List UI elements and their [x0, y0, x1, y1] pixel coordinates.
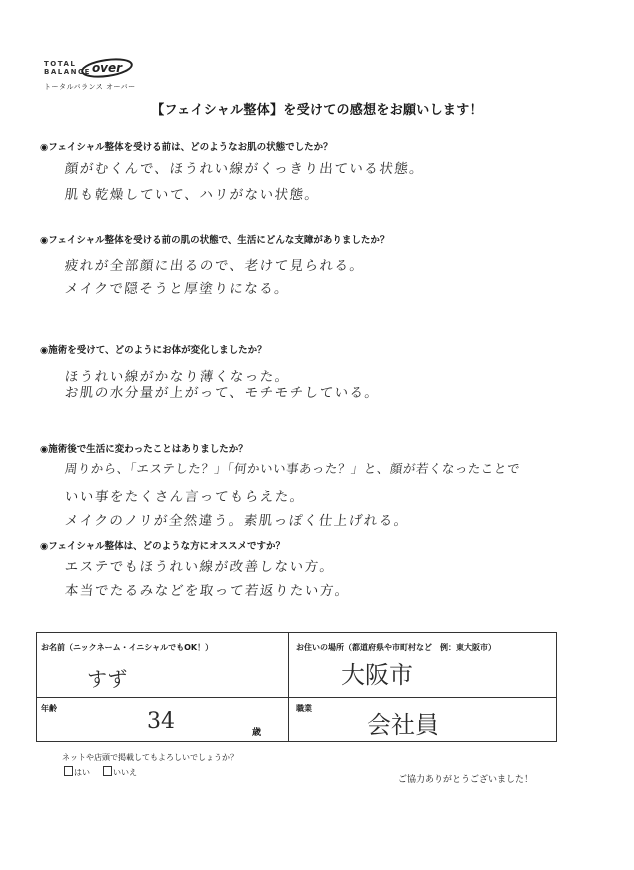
answer-5-line-1: エステでもほうれい線が改善しない方。 — [64, 559, 336, 575]
info-form — [36, 632, 557, 742]
form-divider-vertical — [288, 633, 289, 741]
residence-value[interactable]: 大阪市 — [341, 661, 413, 689]
answer-1-line-1: 顔がむくんで、ほうれい線がくっきり出ている状態。 — [64, 161, 426, 177]
form-divider-horizontal — [37, 697, 556, 698]
answer-4-line-3: メイクのノリが全然違う。素肌っぽく仕上げれる。 — [64, 513, 410, 529]
answer-3-line-2: お肌の水分量が上がって、モチモチしている。 — [64, 385, 381, 401]
answer-4-line-1: 周りから、「エステした？」「何かいい事あった？」と、顔が若くなったことで — [64, 461, 521, 476]
consent-question: ネットや店頭で掲載してもよろしいでしょうか？ — [62, 753, 238, 762]
page-title: 【フェイシャル整体】を受けての感想をお願いします！ — [151, 103, 483, 118]
job-value[interactable]: 会社員 — [367, 711, 439, 739]
answer-2-line-2: メイクで隠そうと厚塗りになる。 — [64, 281, 291, 297]
consent-no-option[interactable] — [103, 766, 137, 778]
consent-no-label: いいえ — [113, 768, 137, 777]
thanks-message: ご協力ありがとうございました！ — [398, 775, 534, 785]
brand-logo — [44, 58, 154, 94]
age-label: 年齢 — [41, 704, 57, 713]
question-1: ◉フェイシャル整体を受ける前は、どのようなお肌の状態でしたか？ — [40, 142, 333, 153]
age-unit: 歳 — [252, 728, 262, 738]
name-value[interactable]: すず — [87, 667, 128, 691]
question-5: ◉フェイシャル整体は、どのような方にオススメですか？ — [40, 541, 286, 552]
job-label: 職業 — [296, 704, 312, 713]
question-2: ◉フェイシャル整体を受ける前の肌の状態で、生活にどんな支障がありましたか？ — [40, 235, 390, 246]
residence-label: お住いの場所（都道府県や市町村など 例：東大阪市） — [296, 643, 496, 652]
logo-over-mark — [80, 58, 134, 78]
consent-no-checkbox[interactable] — [103, 766, 112, 776]
consent-yes-checkbox[interactable] — [64, 766, 73, 776]
logo-total-balance: TOTAL BALANCE — [44, 60, 91, 76]
answer-4-line-2: いい事をたくさん言ってもらえた。 — [64, 489, 306, 505]
consent-yes-label: はい — [74, 768, 90, 777]
name-label: お名前（ニックネーム・イニシャルでもOK！） — [41, 643, 214, 652]
consent-yes-option[interactable] — [64, 766, 90, 778]
answer-2-line-1: 疲れが全部顔に出るので、老けて見られる。 — [64, 258, 366, 274]
question-3: ◉施術を受けて、どのようにお体が変化しましたか？ — [40, 345, 267, 356]
age-value[interactable]: 34 — [147, 709, 175, 734]
answer-1-line-2: 肌も乾燥していて、ハリがない状態。 — [64, 187, 321, 203]
logo-brand-text: over — [91, 61, 123, 75]
answer-5-line-2: 本当でたるみなどを取って若返りたい方。 — [64, 583, 351, 599]
answer-3-line-1: ほうれい線がかなり薄くなった。 — [64, 369, 291, 385]
question-4: ◉施術後で生活に変わったことはありましたか？ — [40, 444, 248, 455]
logo-subtitle: トータルバランス オーバー — [44, 83, 136, 91]
